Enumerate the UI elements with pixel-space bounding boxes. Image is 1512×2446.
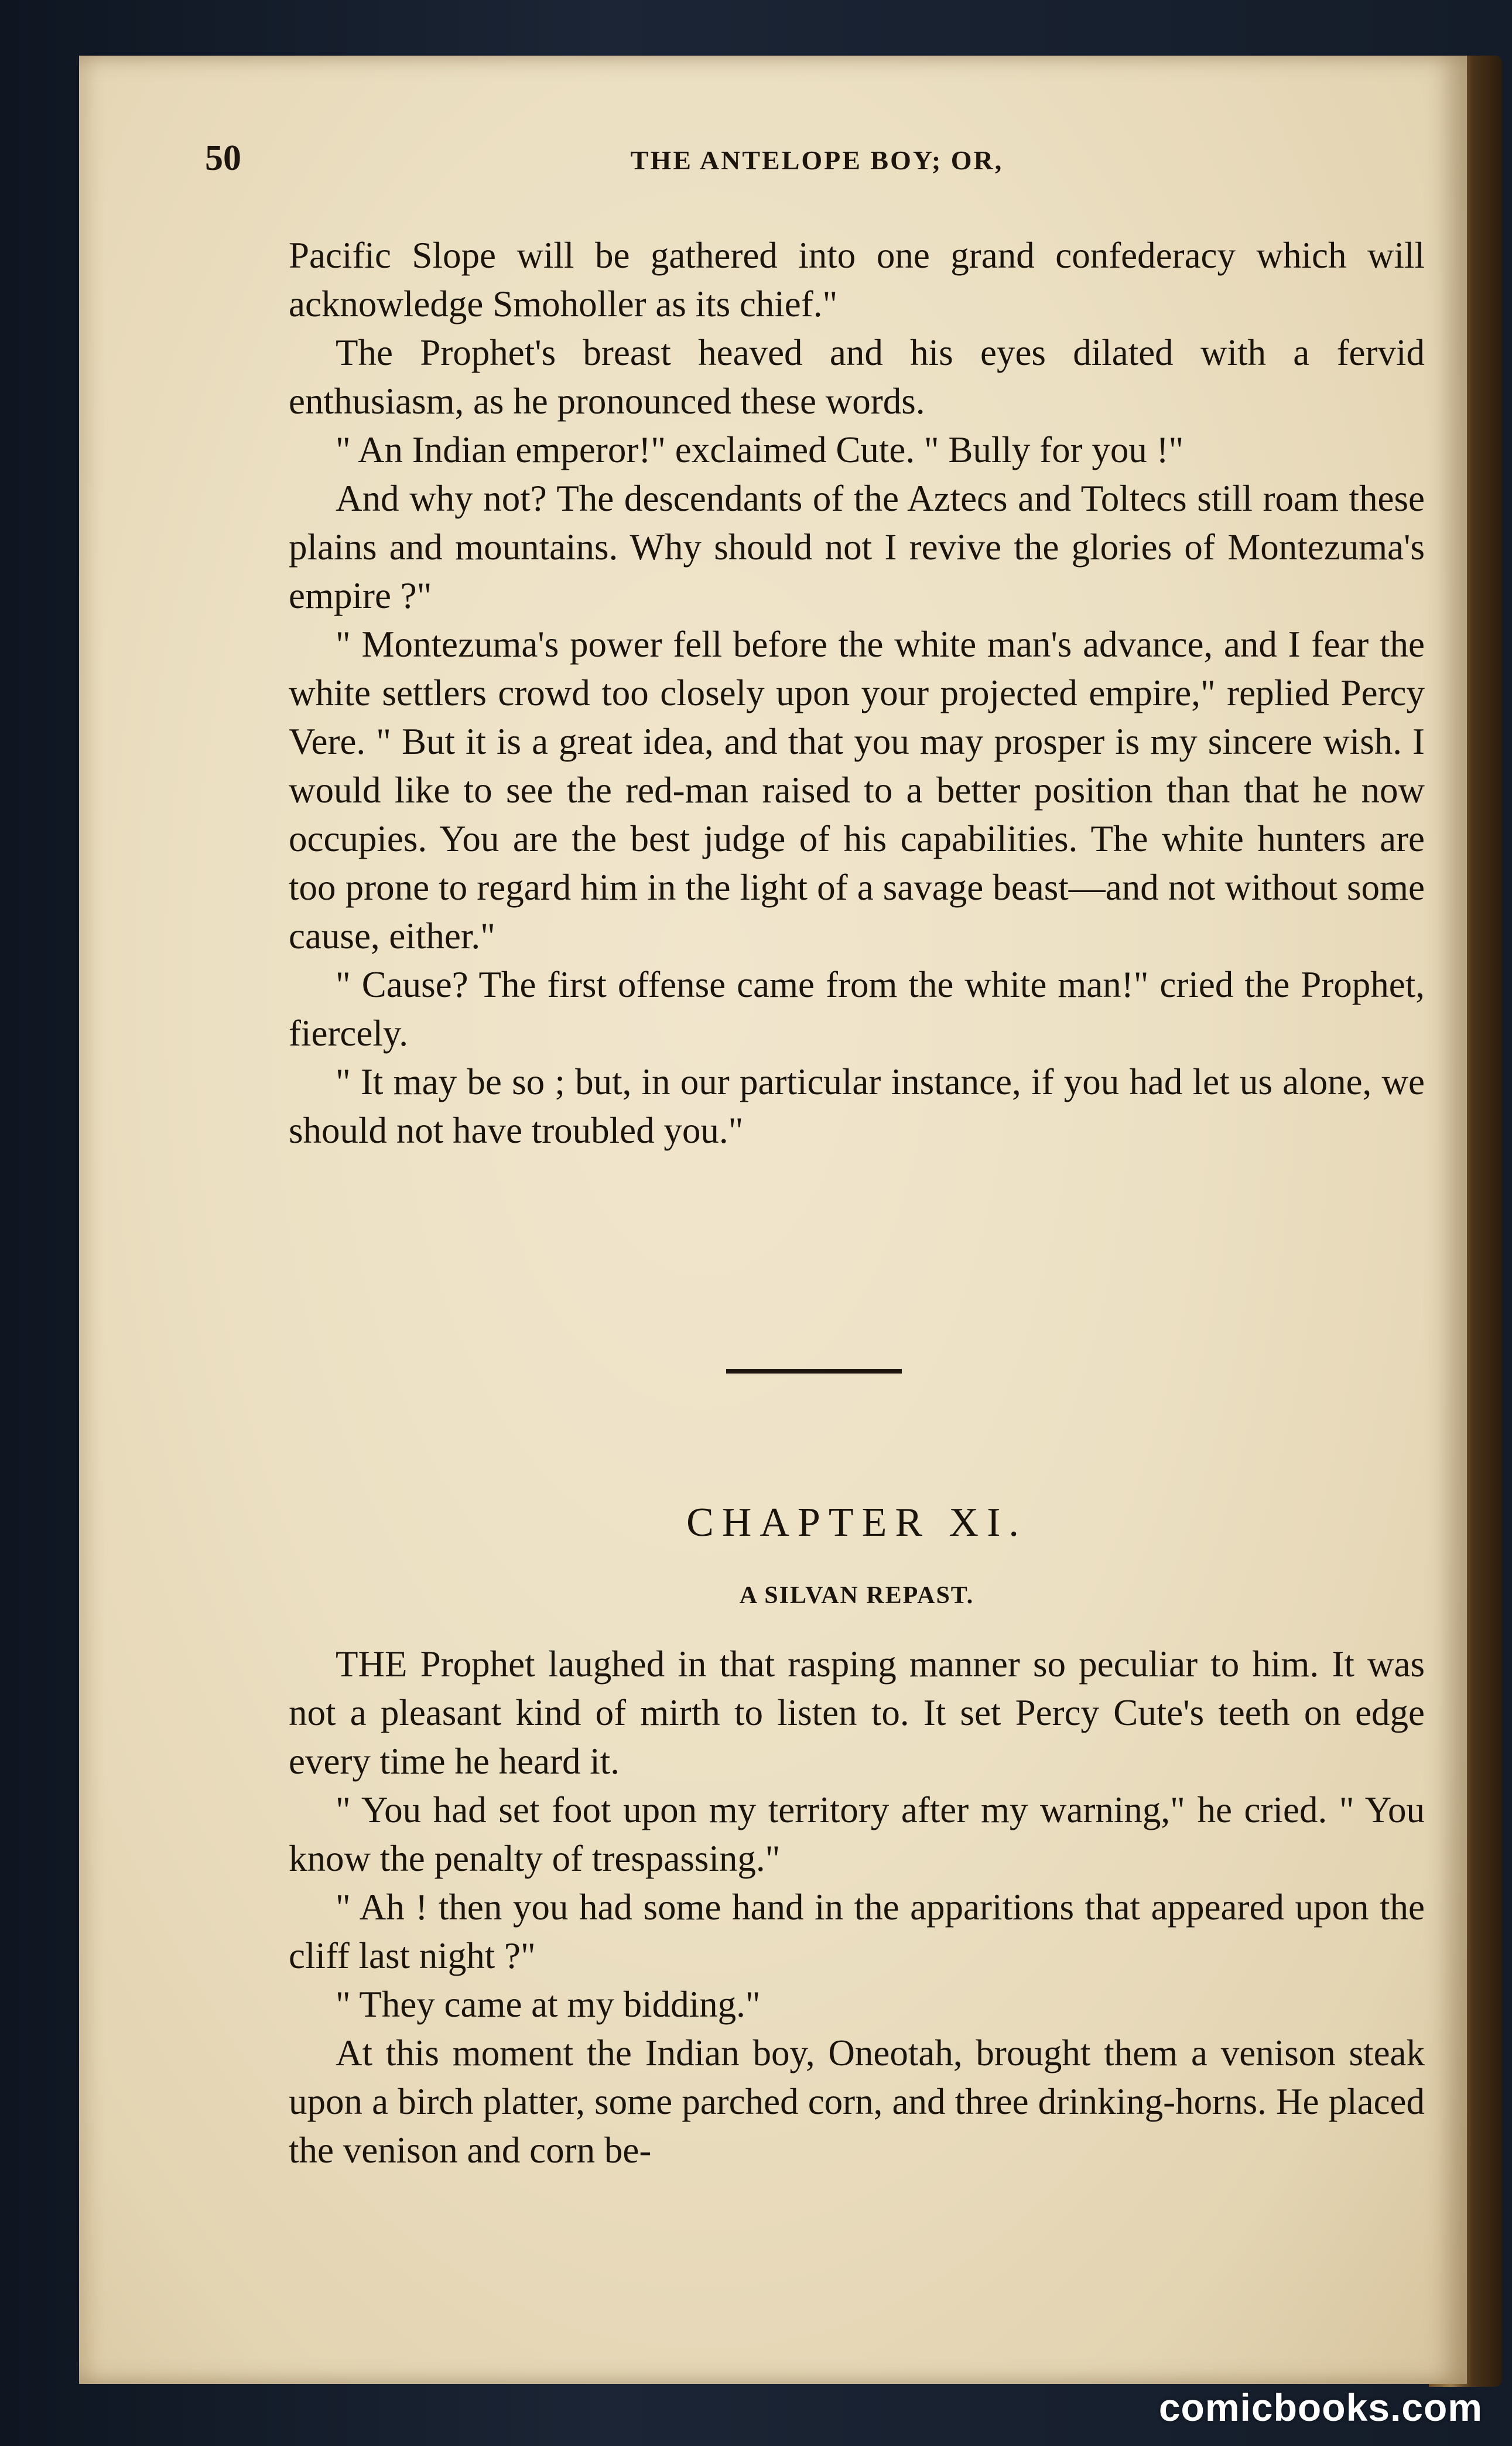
text-section-two (289, 1640, 1425, 2175)
text-section-one (289, 231, 1425, 1155)
paragraph: THE Prophet laughed in that rasping manner so peculiar to him. It was not a pleasant kind of mirth to listen to. It set Percy Cute's teeth on edge every time he heard it. (289, 1644, 1425, 1782)
paragraph: " You had set foot upon my territory after my warning," he cried. " You know the penalty of trespassing." (289, 1789, 1425, 1879)
paragraph: " Montezuma's power fell before the white man's advance, and I fear the white settlers crowd too closely upon your projected empire," replied Percy Vere. " But it is a great idea, and that you may prosper is my sincere wish. I would like to see the red-man raised to a better position than that he now occupies. You are the best judge of his capabilities. The white hunters are too prone to regard him in the light of a savage beast—and not without some cause, either." (289, 624, 1425, 956)
paragraph: " Cause? The first offense came from the white man!" cried the Prophet, fiercely. (289, 964, 1425, 1054)
chapter-title: CHAPTER XI. (686, 1500, 1027, 1545)
paragraph: " They came at my bidding." (336, 1984, 761, 2025)
paragraph: Pacific Slope will be gathered into one grand confederacy which will acknowledge Smoholler as its chief." (289, 235, 1425, 324)
chapter-subtitle: A SILVAN REPAST. (739, 1582, 974, 1609)
running-head (205, 138, 1429, 185)
section-divider (726, 1369, 902, 1374)
paragraph: " It may be so ; but, in our particular instance, if you had let us alone, we should not have troubled you." (289, 1061, 1425, 1151)
paragraph: And why not? The descendants of the Aztecs and Toltecs still roam these plains and mountains. Why should not I revive the glories of Montezuma's empire ?" (289, 478, 1425, 616)
paragraph: The Prophet's breast heaved and his eyes dilated with a fervid enthusiasm, as he pronounced these words. (289, 332, 1425, 422)
paragraph: At this moment the Indian boy, Oneotah, brought them a venison steak upon a birch platter, some parched corn, and three drinking-horns. He placed the venison and corn be- (289, 2032, 1425, 2171)
paragraph: " Ah ! then you had some hand in the apparitions that appeared upon the cliff last night ?" (289, 1887, 1425, 1976)
source-watermark: comicbooks.com (1158, 2386, 1483, 2429)
page-number: 50 (205, 138, 241, 178)
running-title: THE ANTELOPE BOY; OR, (630, 145, 1004, 175)
paragraph: " An Indian emperor!" exclaimed Cute. " Bully for you !" (336, 429, 1184, 470)
